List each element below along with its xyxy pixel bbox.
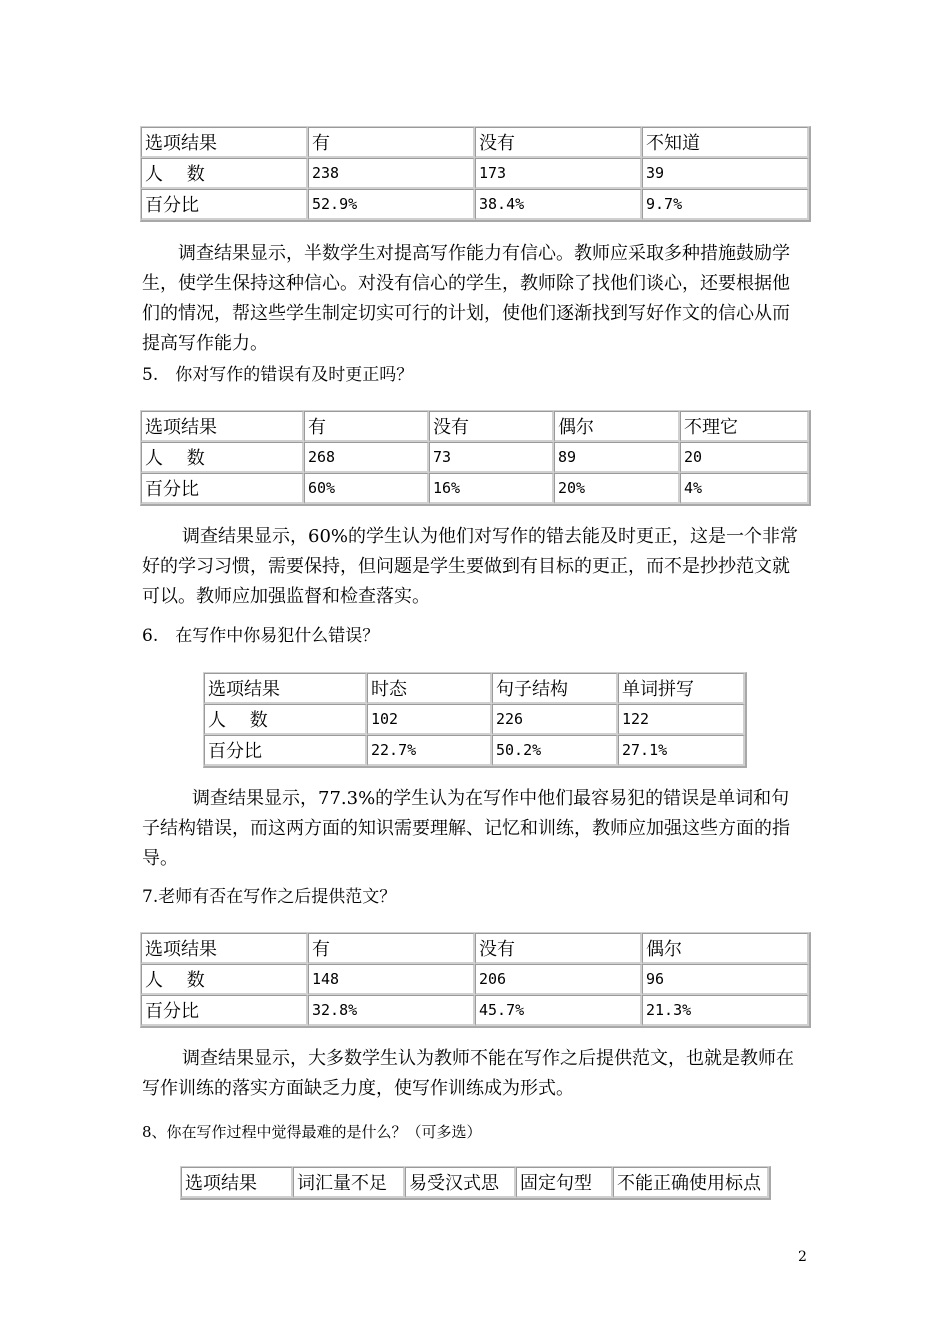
table-row [204,735,745,766]
count-cell: 39 [642,158,809,189]
table-row [141,189,809,220]
header-cell: 句子结构 [492,673,618,704]
count-cell: 268 [304,442,429,473]
question-8: 8、你在写作过程中觉得最难的是什么？（可多选） [142,1123,482,1141]
header-cell: 没有 [475,933,642,964]
paragraph-q5-analysis: 调查结果显示，60%的学生认为他们对写作的错去能及时更正，这是一个非常好的学习习惯，需要保持，但问题是学生要做到有目标的更正，而不是抄抄范文就可以。教师应加强监督和检查落实。 [142,526,799,607]
header-cell: 没有 [475,127,642,158]
header-cell: 易受汉式思 [405,1167,516,1198]
count-cell: 102 [367,704,492,735]
table-q6 [203,672,747,768]
header-cell: 词汇量不足 [293,1167,405,1198]
count-cell: 173 [475,158,642,189]
header-cell: 偶尔 [642,933,809,964]
percent-cell: 60% [304,473,429,504]
table-row [141,473,809,504]
header-cell: 选项结果 [181,1167,293,1198]
percent-cell: 22.7% [367,735,492,766]
header-cell: 有 [304,411,429,442]
paragraph-q7-analysis: 调查结果显示，大多数学生认为教师不能在写作之后提供范文，也就是教师在写作训练的落实方面缺乏力度，使写作训练成为形式。 [142,1048,794,1099]
paragraph-q6-analysis: 调查结果显示，77.3%的学生认为在写作中他们最容易犯的错误是单词和句子结构错误，而这两方面的知识需要理解、记忆和训练，教师应加强这些方面的指导。 [142,788,790,869]
count-cell: 20 [680,442,809,473]
header-cell: 选项结果 [204,673,367,704]
table-q8 [180,1166,771,1200]
row-label: 人 数 [141,964,308,995]
percent-cell: 50.2% [492,735,618,766]
percent-cell: 20% [554,473,680,504]
table-row [204,704,745,735]
percent-cell: 52.9% [308,189,475,220]
paragraph-q4-analysis: 调查结果显示，半数学生对提高写作能力有信心。教师应采取多种措施鼓励学生，使学生保持这种信心。对没有信心的学生，教师除了找他们谈心，还要根据他们的情况，帮这些学生制定切实可行的计划，使他们逐渐找到写好作文的信心从而提高写作能力。 [142,243,790,354]
count-cell: 226 [492,704,618,735]
table-header-row [181,1167,769,1198]
count-cell: 73 [429,442,554,473]
percent-cell: 9.7% [642,189,809,220]
question-5: 5. 你对写作的错误有及时更正吗？ [142,365,414,385]
row-label: 百分比 [141,473,304,504]
header-cell: 不知道 [642,127,809,158]
percent-cell: 21.3% [642,995,809,1026]
row-label: 百分比 [141,189,308,220]
row-label: 人 数 [204,704,367,735]
header-cell: 选项结果 [141,127,308,158]
table-header-row [141,411,809,442]
count-cell: 96 [642,964,809,995]
row-label: 百分比 [141,995,308,1026]
count-cell: 206 [475,964,642,995]
header-cell: 时态 [367,673,492,704]
count-cell: 89 [554,442,680,473]
page-number: 2 [798,1249,807,1265]
table-q4 [140,126,811,222]
header-cell: 有 [308,933,475,964]
row-label: 人 数 [141,158,308,189]
table-header-row [141,127,809,158]
percent-cell: 32.8% [308,995,475,1026]
table-row [141,995,809,1026]
header-cell: 不理它 [680,411,809,442]
header-cell: 有 [308,127,475,158]
question-7: 7.老师有否在写作之后提供范文？ [142,887,397,907]
header-cell: 选项结果 [141,933,308,964]
header-cell: 选项结果 [141,411,304,442]
table-row [141,964,809,995]
table-row [141,158,809,189]
row-label: 人 数 [141,442,304,473]
header-cell: 不能正确使用标点 [613,1167,769,1198]
percent-cell: 45.7% [475,995,642,1026]
table-q7 [140,932,811,1028]
header-cell: 单词拼写 [618,673,745,704]
question-6: 6. 在写作中你易犯什么错误？ [142,626,380,646]
table-header-row [204,673,745,704]
table-header-row [141,933,809,964]
percent-cell: 4% [680,473,809,504]
header-cell: 固定句型 [516,1167,613,1198]
table-row [141,442,809,473]
percent-cell: 27.1% [618,735,745,766]
row-label: 百分比 [204,735,367,766]
percent-cell: 38.4% [475,189,642,220]
table-q5 [140,410,811,506]
count-cell: 122 [618,704,745,735]
header-cell: 偶尔 [554,411,680,442]
header-cell: 没有 [429,411,554,442]
percent-cell: 16% [429,473,554,504]
count-cell: 148 [308,964,475,995]
count-cell: 238 [308,158,475,189]
